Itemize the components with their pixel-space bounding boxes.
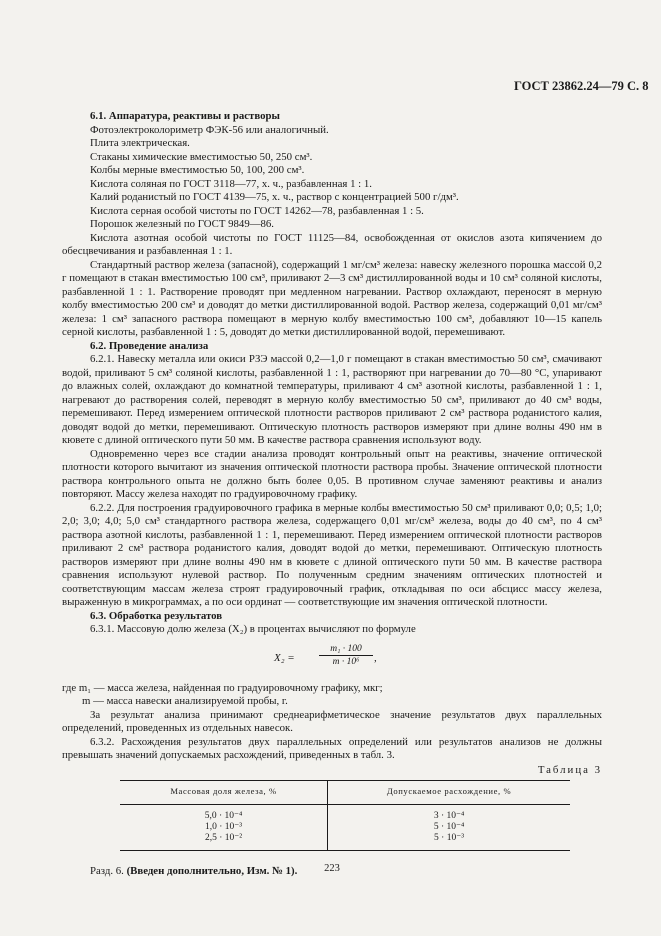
tolerance-table xyxy=(120,780,570,851)
table-row xyxy=(120,833,570,851)
reagent-item: Порошок железный по ГОСТ 9849—86. xyxy=(90,218,275,230)
paragraph-6-3-2: 6.3.2. Расхождения результатов двух параллельных определений или результатов анализов не должны превышать значений допускаемых расхождений, приведенных в табл. 3. xyxy=(62,735,602,761)
formula-lhs: X₂ = xyxy=(274,651,295,664)
formula-fraction xyxy=(319,643,373,668)
paragraph-6-2-2: 6.2.2. Для построения градуировочного графика в мерные колбы вместимостью 50 см³ приливают 0,0; 0,5; 1,0; 2,0; 3,0; 4,0; 5,0 см³ стандартного раствора железа, содержащего 0,01 мг/см³ железа, воды до 40 см³, по 4 см³ раствора азотной кислоты, разбавленной 1 : 1, перемешивают. Перед измерением оптической плотности растворов приливают 2 см³ раствора роданистого калия, доводят водой до метки, перемешивают. Оптическую плотность растворов измеряют при длине волны 490 нм в кювете с длиной оптического пути 50 мм. В качестве раствора сравнения используют нулевой раствор. По полученным средним значениям оптических плотностей и соответствующим массам железа строят градуировочный график, откладывая по оси абсцисс массу железа, выраженную в микрограммах, а по оси ординат — соответствующие им значения оптической плотности. xyxy=(62,501,602,608)
formula-tail: , xyxy=(374,651,377,664)
control-experiment-paragraph: Одновременно через все стадии анализа проводят контрольный опыт на реактивы, значение оптической плотности которого вычитают из значения оптической плотности раствора пробы. Значение оптической плотности раствора контрольного опыта не должно быть более 0,05. В противном случае заменяют реактивы и анализ повторяют. Массу железа находят по градуировочному графику. xyxy=(62,447,602,500)
table-cell: 1,0 · 10⁻³ xyxy=(120,822,328,833)
equipment-item: Фотоэлектроколориметр ФЭК-56 или аналогичный. xyxy=(90,123,329,136)
equipment-item: Колбы мерные вместимостью 50, 100, 200 см³. xyxy=(90,164,305,176)
table-cell: 5 · 10⁻³ xyxy=(328,833,570,851)
mass-fraction-formula xyxy=(62,640,602,680)
section-6-3-title: 6.3. Обработка результатов xyxy=(90,609,223,622)
table-row xyxy=(120,804,570,822)
table-cell: 3 · 10⁻⁴ xyxy=(433,810,465,821)
reagent-item: Кислота серная особой чистоты по ГОСТ 14262—78, разбавленная 1 : 5. xyxy=(90,204,424,217)
result-average-paragraph: За результат анализа принимают среднеарифметическое значение результатов двух параллельных определений, проведенных из отдельных навесок. xyxy=(62,708,602,734)
table-row xyxy=(120,822,570,833)
table-header-mass-fraction: Массовая доля железа, % xyxy=(120,781,328,805)
reagent-item: Кислота азотная особой чистоты по ГОСТ 11125—84, освобожденная от окислов азота кипячением до обесцвечивания и разбавленная 1 : 1. xyxy=(62,231,602,257)
definition-m: m — масса навески анализируемой пробы, г. xyxy=(82,695,288,707)
equipment-item: Стаканы химические вместимостью 50, 250 см³. xyxy=(90,150,313,163)
formula-definitions xyxy=(62,682,602,709)
equipment-item: Плита электрическая. xyxy=(90,137,190,149)
page-header: ГОСТ 23862.24—79 С. 8 xyxy=(514,79,649,93)
paragraph-6-3-1: 6.3.1. Массовую долю железа (X₂) в процентах вычисляют по формуле xyxy=(90,623,416,635)
document-body xyxy=(62,110,602,879)
definition-m1: где m₁ — масса железа, найденная по градуировочному графику, мкг; xyxy=(62,681,383,694)
table-header-tolerance: Допускаемое расхождение, % xyxy=(328,781,570,805)
paragraph-6-2-1: 6.2.1. Навеску металла или окиси РЗЭ массой 0,2—1,0 г помещают в стакан вместимостью 50 см³, смачивают водой, приливают 5 см³ соляной кислоты, разбавленной 1 : 1, растворяют при нагревании до 70—80 °С, упаривают до влажных солей, охлаждают до комнатной температуры, приливают 4 см³ азотной кислоты, разбавленной 1 : 1, нагревают до растворения солей, переводят в мерную колбу вместимостью 50 см³, приливают до 40 см³ воды, перемешивают. Перед измерением оптической плотности растворов приливают 2 см³ раствора роданистого калия, доводят водой до метки, перемешивают. Оптическую плотность растворов измеряют при длине волны 490 нм в кювете с длиной оптического пути 50 мм. В качестве раствора сравнения используют воду. xyxy=(62,353,602,446)
table-cell: 5 · 10⁻⁴ xyxy=(433,821,465,832)
section-6-2-title: 6.2. Проведение анализа xyxy=(90,339,209,352)
formula-denominator: m · 10⁶ xyxy=(332,656,360,667)
standard-solution-paragraph: Стандартный раствор железа (запасной), содержащий 1 мг/см³ железа: навеску железного порошка массой 0,2 г помещают в стакан вместимостью 100 см³, приливают 2—3 см³ дистиллированной воды и 10 см³ соляной кислоты, разбавленной 1 : 1. Растворение проводят при медленном нагревании. Раствор охлаждают, переносят в мерную колбу вместимостью 200 см³ и доводят до метки дистиллированной водой. Раствор железа, содержащий 0,01 мг/см³ железа: 1 см³ запасного раствора помещают в мерную колбу вместимостью 100 см³, добавляют 10—15 капель серной кислоты, разбавленной 1 : 5, доводят до метки дистиллированной водой, перемешивают. xyxy=(62,258,602,338)
table-cell: 5,0 · 10⁻⁴ xyxy=(120,804,328,822)
section-6-1-title: 6.1. Аппаратура, реактивы и растворы xyxy=(90,110,280,122)
page-number: 223 xyxy=(324,863,340,874)
reagent-item: Калий роданистый по ГОСТ 4139—75, х. ч., раствор с концентрацией 500 г/дм³. xyxy=(90,191,459,203)
formula-numerator: m₁ · 100 xyxy=(319,643,373,656)
table-caption: Таблица 3 xyxy=(537,763,602,776)
table-cell: 2,5 · 10⁻² xyxy=(120,833,328,851)
amendment-prefix: Разд. 6. xyxy=(90,865,124,878)
amendment-bold: (Введен дополнительно, Изм. № 1). xyxy=(126,865,298,878)
reagent-item: Кислота соляная по ГОСТ 3118—77, х. ч., разбавленная 1 : 1. xyxy=(90,177,372,190)
